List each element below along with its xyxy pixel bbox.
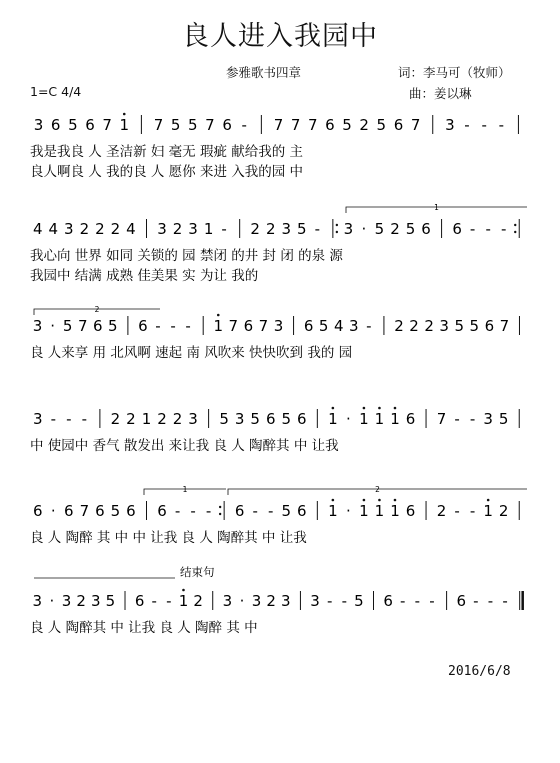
note: ·: [361, 220, 367, 238]
note: 2: [394, 317, 404, 335]
note: -: [170, 317, 176, 335]
note: 3: [33, 116, 44, 134]
note: -: [498, 116, 505, 134]
note: -: [66, 410, 72, 428]
note: -: [469, 220, 476, 238]
note: 6: [126, 502, 136, 520]
note: -: [454, 410, 460, 428]
note: 6: [484, 317, 495, 335]
note: 5: [405, 220, 416, 238]
note: ·: [239, 592, 245, 610]
note: 5: [219, 410, 229, 428]
lyrics-line-1: 我是我良 人 圣洁新 妇 毫无 瑕疵 献给我的 主: [30, 144, 304, 160]
note: 3: [483, 410, 493, 428]
note: 5: [281, 410, 292, 428]
note: 5: [68, 116, 78, 134]
note: -: [487, 592, 494, 610]
note: 3: [281, 592, 291, 610]
high-octave-dot: [123, 113, 126, 116]
repeat-dot: [336, 224, 338, 226]
note: -: [241, 116, 247, 134]
note: -: [268, 502, 274, 520]
note: 6: [405, 410, 416, 428]
high-octave-dot: [182, 589, 185, 592]
note: 7: [258, 317, 269, 335]
note: 3: [251, 592, 262, 610]
note: 3: [439, 317, 449, 335]
note: 4: [126, 220, 136, 238]
note: -: [185, 317, 191, 335]
note: -: [326, 592, 333, 610]
lyrics-line-2: 我园中 结满 成熟 佳美果 实 为让 我的: [30, 268, 259, 284]
repeat-dot: [219, 513, 221, 515]
note: 3: [64, 220, 74, 238]
note: 3: [281, 220, 292, 238]
note: -: [174, 502, 181, 520]
note: 5: [170, 116, 181, 134]
note: 6: [265, 410, 276, 428]
note: 2: [266, 592, 276, 610]
note: 5: [342, 116, 352, 134]
note: 6: [383, 592, 393, 610]
note: 1: [359, 502, 369, 520]
note: 2: [265, 220, 276, 238]
note: 4: [333, 317, 344, 335]
note: 3: [32, 592, 43, 610]
note: 1: [328, 410, 338, 428]
note: 5: [454, 317, 465, 335]
note: 2: [157, 410, 167, 428]
lyrics-line-1: 我心向 世界 如同 关锁的 园 禁闭 的井 封 闭 的泉 源: [30, 248, 343, 264]
note: 3: [188, 220, 198, 238]
volta-2b-label: 2: [375, 485, 380, 494]
note: 6: [297, 410, 307, 428]
high-octave-dot: [378, 499, 381, 502]
note: ·: [49, 592, 55, 610]
note: 2: [79, 220, 90, 238]
note: 6: [64, 502, 74, 520]
note: 3: [61, 592, 72, 610]
composer-credit: 曲：姜以琳: [409, 86, 472, 101]
song-title: 良人进入我园中: [182, 21, 378, 52]
note: 7: [410, 116, 421, 134]
note: -: [500, 220, 507, 238]
high-octave-dot: [217, 314, 220, 317]
note: 2: [172, 220, 183, 238]
note: 1: [213, 317, 224, 335]
repeat-dot: [514, 231, 516, 233]
note: 5: [318, 317, 329, 335]
lyrics-line-1: 良 人 陶醉其 中 让我 良 人 陶醉 其 中: [30, 620, 258, 636]
note: -: [252, 502, 258, 520]
note: 7: [77, 317, 88, 335]
note: 3: [157, 220, 167, 238]
note: -: [205, 502, 212, 520]
note: 6: [50, 116, 61, 134]
note: -: [341, 592, 347, 610]
note: 6: [32, 502, 43, 520]
high-octave-dot: [332, 407, 335, 410]
note: 5: [62, 317, 73, 335]
key-time-signature: 1=C 4/4: [30, 84, 82, 99]
note: 1: [203, 220, 214, 238]
note: 7: [499, 317, 510, 335]
note: ·: [50, 317, 55, 335]
lyrics-line-2: 良人啊良 人 我的良 人 愿你 来进 入我的园 中: [30, 164, 304, 180]
note: 1: [483, 502, 493, 520]
note: 2: [76, 592, 86, 610]
note: 1: [374, 410, 385, 428]
note: -: [454, 502, 460, 520]
note: 7: [102, 116, 112, 134]
note: 3: [222, 592, 233, 610]
note: -: [314, 220, 321, 238]
note: 1: [359, 410, 369, 428]
note: -: [481, 116, 487, 134]
note: 6: [95, 502, 105, 520]
high-octave-dot: [363, 407, 366, 410]
note: -: [166, 592, 172, 610]
note: 3: [234, 410, 245, 428]
note: 3: [445, 116, 455, 134]
note: 7: [308, 116, 318, 134]
note: 2: [424, 317, 434, 335]
note: -: [400, 592, 406, 610]
note: 3: [349, 317, 359, 335]
note: 2: [95, 220, 105, 238]
lyrics-line-1: 良 人来享 用 北风啊 速起 南 风吹来 快快吹到 我的 园: [30, 345, 353, 361]
note: 6: [222, 116, 232, 134]
note: -: [190, 502, 196, 520]
note: 6: [303, 317, 314, 335]
note: 6: [297, 502, 307, 520]
note: 3: [188, 410, 198, 428]
lyrics-line-1: 中 使园中 香气 散发出 来让我 良 人 陶醉其 中 让我: [30, 438, 339, 454]
note: 2: [250, 220, 260, 238]
note: 6: [85, 116, 95, 134]
high-octave-dot: [394, 407, 397, 410]
volta-1b-label: 1: [182, 485, 188, 494]
note: 2: [172, 410, 183, 428]
note: 5: [110, 502, 121, 520]
note: -: [502, 592, 508, 610]
note: 2: [193, 592, 203, 610]
note: 6: [243, 317, 254, 335]
note: 7: [436, 410, 447, 428]
note: 5: [105, 592, 116, 610]
note: 5: [250, 410, 260, 428]
note: -: [366, 317, 372, 335]
note: 2: [110, 410, 121, 428]
note: 6: [325, 116, 335, 134]
note: 6: [138, 317, 148, 335]
note: ·: [346, 410, 351, 428]
note: 6: [157, 502, 167, 520]
note: -: [464, 116, 470, 134]
high-octave-dot: [394, 499, 397, 502]
note: 5: [374, 220, 385, 238]
note: 7: [79, 502, 90, 520]
note: 2: [126, 410, 136, 428]
note: 6: [134, 592, 145, 610]
note: -: [50, 410, 57, 428]
note: 3: [32, 410, 43, 428]
note: 4: [32, 220, 43, 238]
note: 6: [92, 317, 103, 335]
note: 6: [421, 220, 431, 238]
note: -: [151, 592, 157, 610]
note: 3: [91, 592, 101, 610]
note: 1: [328, 502, 338, 520]
note: -: [221, 220, 227, 238]
note: 1: [390, 410, 400, 428]
note: -: [414, 592, 421, 610]
note: 6: [234, 502, 245, 520]
note: 2: [436, 502, 447, 520]
note: 4: [48, 220, 59, 238]
note: 7: [290, 116, 301, 134]
note: 3: [273, 317, 284, 335]
note: 2: [359, 116, 369, 134]
note: 6: [452, 220, 462, 238]
high-octave-dot: [363, 499, 366, 502]
note: 1: [119, 116, 130, 134]
note: 1: [390, 502, 400, 520]
note: 3: [343, 220, 354, 238]
high-octave-dot: [378, 407, 381, 410]
note: 5: [498, 410, 509, 428]
note: 7: [205, 116, 215, 134]
note: -: [473, 592, 479, 610]
note: 5: [281, 502, 292, 520]
high-octave-dot: [332, 499, 335, 502]
repeat-dot: [219, 506, 221, 508]
note: 7: [153, 116, 164, 134]
note: -: [485, 220, 491, 238]
date-stamp: 2016/6/8: [448, 664, 511, 679]
lyrics-line-1: 良 人 陶醉 其 中 中 让我 良 人 陶醉其 中 让我: [30, 530, 307, 546]
note: 7: [228, 317, 239, 335]
note: -: [469, 410, 476, 428]
note: 3: [32, 317, 43, 335]
ending-label: 结束句: [180, 565, 215, 579]
volta-2-label: 2: [94, 305, 100, 314]
repeat-dot: [514, 224, 516, 226]
note: 6: [405, 502, 416, 520]
subtitle: 参雅歌书四章: [226, 65, 302, 80]
volta-1-label: 1: [434, 203, 439, 212]
note: 2: [390, 220, 400, 238]
note: 3: [310, 592, 320, 610]
note: -: [81, 410, 88, 428]
note: 7: [273, 116, 284, 134]
note: -: [469, 502, 476, 520]
lyricist-credit: 词：李马可（牧师）: [398, 65, 511, 80]
note: 5: [354, 592, 364, 610]
note: -: [155, 317, 161, 335]
note: 5: [108, 317, 118, 335]
note: 1: [141, 410, 152, 428]
note: 5: [297, 220, 307, 238]
high-octave-dot: [487, 499, 490, 502]
note: 5: [376, 116, 387, 134]
note: 1: [178, 592, 189, 610]
note: ·: [346, 502, 351, 520]
note: 2: [110, 220, 121, 238]
note: 6: [456, 592, 466, 610]
note: 5: [469, 317, 480, 335]
note: 5: [188, 116, 198, 134]
note: 1: [374, 502, 385, 520]
note: -: [429, 592, 435, 610]
note: 2: [409, 317, 419, 335]
note: 2: [498, 502, 509, 520]
note: 6: [393, 116, 404, 134]
repeat-dot: [336, 231, 338, 233]
note: ·: [50, 502, 56, 520]
